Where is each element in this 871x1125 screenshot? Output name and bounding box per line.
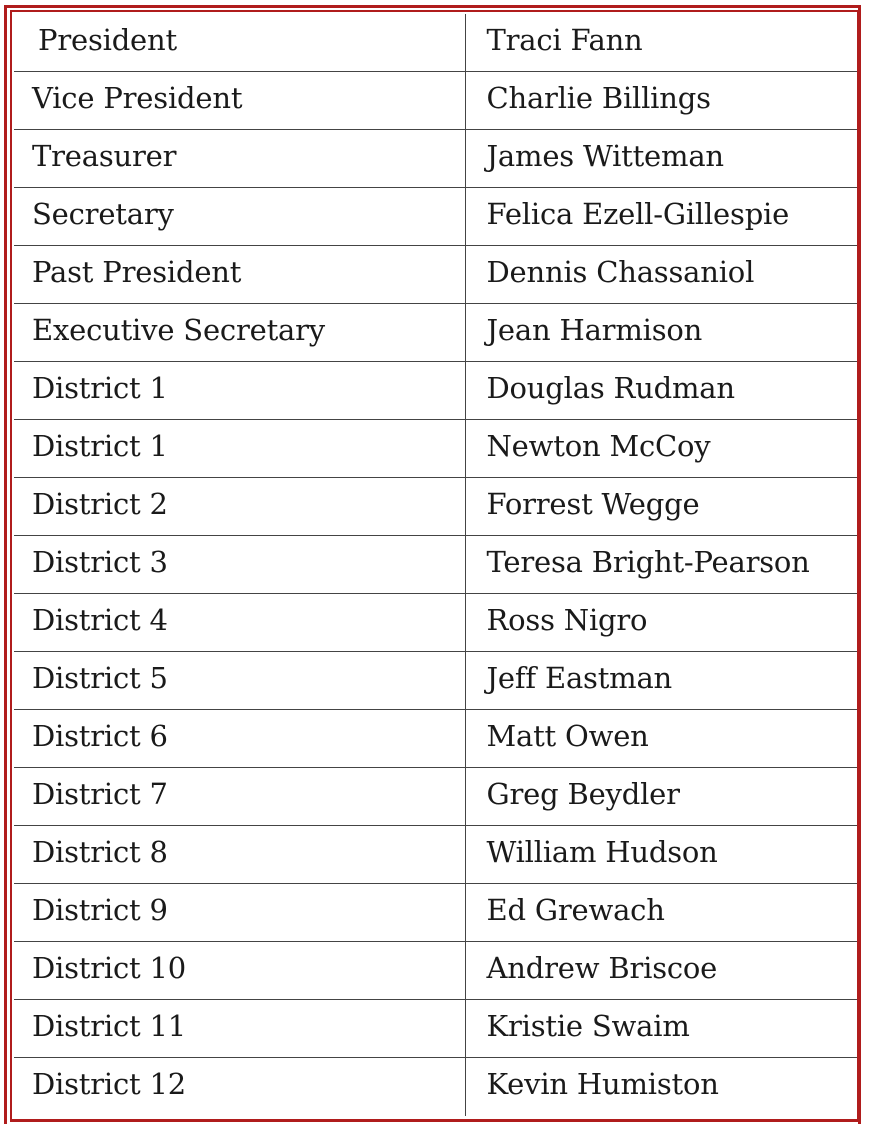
officer-name-cell: Greg Beydler (465, 768, 857, 826)
officer-role-cell: District 12 (14, 1058, 465, 1117)
table-row (14, 130, 857, 188)
officer-role-cell: District 4 (14, 594, 465, 652)
officer-role-cell: Past President (14, 246, 465, 304)
table-row (14, 478, 857, 536)
table-row (14, 420, 857, 478)
table-row (14, 884, 857, 942)
officer-role-cell: District 3 (14, 536, 465, 594)
officer-name-cell: Dennis Chassaniol (465, 246, 857, 304)
officer-role-cell: District 2 (14, 478, 465, 536)
officer-name-cell: Forrest Wegge (465, 478, 857, 536)
officer-role-cell: District 1 (14, 420, 465, 478)
officers-table-body (14, 14, 857, 1116)
officer-name-cell: Douglas Rudman (465, 362, 857, 420)
officer-role-cell: District 6 (14, 710, 465, 768)
table-row (14, 826, 857, 884)
officer-role-cell: President (14, 14, 465, 72)
officer-name-cell: Andrew Briscoe (465, 942, 857, 1000)
officer-role-cell: Treasurer (14, 130, 465, 188)
officer-name-cell: Jean Harmison (465, 304, 857, 362)
table-row (14, 304, 857, 362)
officer-role-cell: District 7 (14, 768, 465, 826)
table-row (14, 942, 857, 1000)
table-row (14, 188, 857, 246)
officer-name-cell: Newton McCoy (465, 420, 857, 478)
table-row (14, 362, 857, 420)
table-row (14, 246, 857, 304)
officer-role-cell: Vice President (14, 72, 465, 130)
officer-name-cell: Charlie Billings (465, 72, 857, 130)
officer-role-cell: District 11 (14, 1000, 465, 1058)
officer-role-cell: Secretary (14, 188, 465, 246)
table-row (14, 14, 857, 72)
officer-name-cell: Ed Grewach (465, 884, 857, 942)
officers-table (14, 14, 857, 1116)
table-row (14, 1000, 857, 1058)
table-row (14, 710, 857, 768)
officer-name-cell: Felica Ezell-Gillespie (465, 188, 857, 246)
officer-name-cell: Kristie Swaim (465, 1000, 857, 1058)
table-row (14, 652, 857, 710)
table-row (14, 1058, 857, 1117)
officer-role-cell: District 10 (14, 942, 465, 1000)
officer-name-cell: Traci Fann (465, 14, 857, 72)
officer-role-cell: District 1 (14, 362, 465, 420)
officer-name-cell: William Hudson (465, 826, 857, 884)
officer-name-cell: James Witteman (465, 130, 857, 188)
officer-role-cell: District 5 (14, 652, 465, 710)
table-row (14, 72, 857, 130)
officer-name-cell: Teresa Bright-Pearson (465, 536, 857, 594)
officer-role-cell: Executive Secretary (14, 304, 465, 362)
officer-role-cell: District 9 (14, 884, 465, 942)
officer-name-cell: Matt Owen (465, 710, 857, 768)
officer-name-cell: Kevin Humiston (465, 1058, 857, 1117)
table-row (14, 594, 857, 652)
officer-name-cell: Jeff Eastman (465, 652, 857, 710)
table-row (14, 768, 857, 826)
officer-name-cell: Ross Nigro (465, 594, 857, 652)
table-row (14, 536, 857, 594)
officer-role-cell: District 8 (14, 826, 465, 884)
